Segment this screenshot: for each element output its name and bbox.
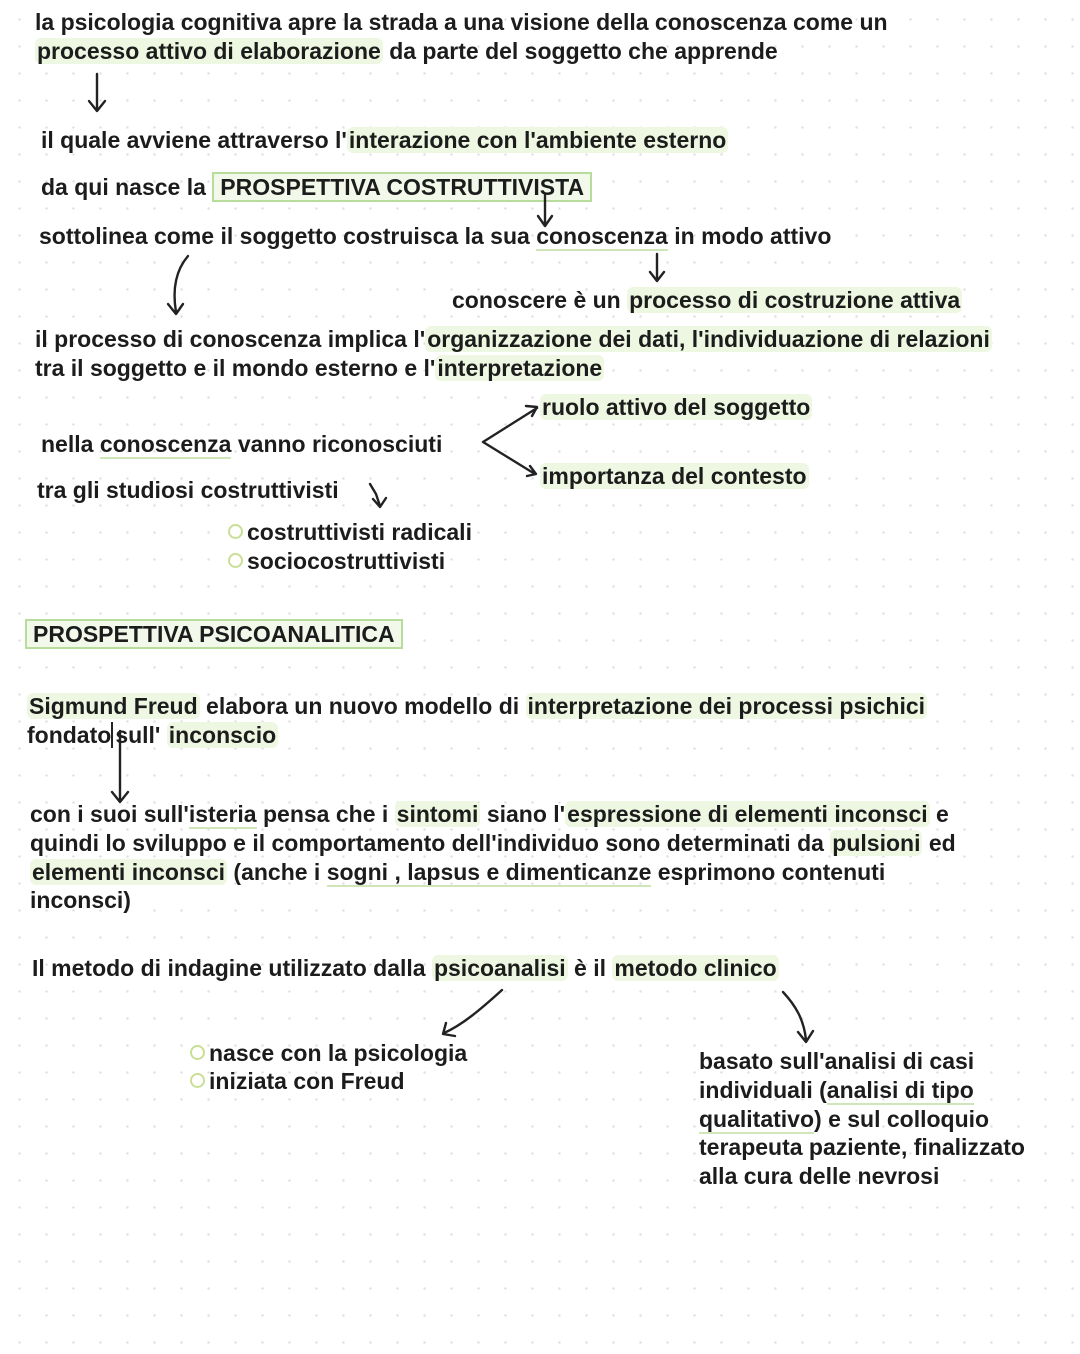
text-line: alla cura delle nevrosi bbox=[699, 1163, 940, 1189]
text-line: con i suoi sull'isteria pensa che i sintomi siano l'espressione di elementi inconsci e bbox=[30, 801, 949, 827]
text-line: ruolo attivo del soggetto bbox=[542, 394, 811, 420]
bullet-icon bbox=[190, 1073, 205, 1088]
list-item: costruttivisti radicali bbox=[228, 518, 472, 547]
text-line: il quale avviene attraverso l'interazione con l'ambiente esterno bbox=[41, 127, 727, 153]
text-line: individuali (analisi di tipo bbox=[699, 1077, 974, 1103]
text-line: basato sull'analisi di casi bbox=[699, 1048, 975, 1074]
arrow-down-left-icon bbox=[443, 990, 502, 1036]
arrow-down-icon bbox=[370, 484, 386, 507]
text-line: conoscere è un processo di costruzione attiva bbox=[452, 287, 961, 313]
text-line: fondato sull' inconscio bbox=[27, 722, 277, 748]
text-line: il processo di conoscenza implica l'organizzazione dei dati, l'individuazione di relazioni bbox=[35, 326, 990, 352]
section-heading: PROSPETTIVA PSICOANALITICA bbox=[25, 620, 403, 649]
arrow-down-icon bbox=[89, 74, 105, 111]
list-item: nasce con la psicologia bbox=[190, 1039, 467, 1068]
bullet-icon bbox=[228, 524, 243, 539]
text-line: qualitativo) e sul colloquio bbox=[699, 1106, 990, 1132]
text-line: terapeuta paziente, finalizzato bbox=[699, 1134, 1025, 1160]
arrow-down-icon bbox=[650, 254, 664, 281]
text-line: nella conoscenza vanno riconosciuti bbox=[41, 431, 443, 457]
text-line: inconsci) bbox=[30, 887, 131, 913]
bullet-icon bbox=[228, 553, 243, 568]
text-line: importanza del contesto bbox=[542, 463, 807, 489]
text-line: tra il soggetto e il mondo esterno e l'interpretazione bbox=[35, 355, 603, 381]
text-line: Sigmund Freud elabora un nuovo modello di interpretazione dei processi psichici bbox=[29, 693, 926, 719]
bracket-arrow-icon bbox=[483, 406, 537, 476]
arrow-down-icon bbox=[783, 992, 813, 1042]
text-line: da qui nasce la PROSPETTIVA COSTRUTTIVISTA bbox=[41, 173, 592, 202]
list-item: iniziata con Freud bbox=[190, 1067, 405, 1096]
constructivism-box: PROSPETTIVA COSTRUTTIVISTA bbox=[212, 172, 592, 202]
text-line: Il metodo di indagine utilizzato dalla psicoanalisi è il metodo clinico bbox=[32, 955, 777, 981]
list-item: sociocostruttivisti bbox=[228, 547, 445, 576]
text-line: elementi inconsci (anche i sogni , lapsus e dimenticanze esprimono contenuti bbox=[32, 859, 886, 885]
text-line: la psicologia cognitiva apre la strada a una visione della conoscenza come un bbox=[35, 9, 888, 35]
text-line: sottolinea come il soggetto costruisca la sua conoscenza in modo attivo bbox=[39, 223, 832, 249]
text-line: quindi lo sviluppo e il comportamento dell'individuo sono determinati da pulsioni ed bbox=[30, 830, 956, 856]
arrow-down-icon bbox=[168, 256, 188, 314]
text-line: tra gli studiosi costruttivisti bbox=[37, 477, 339, 503]
text-line: processo attivo di elaborazione da parte del soggetto che apprende bbox=[37, 38, 778, 64]
bullet-icon bbox=[190, 1045, 205, 1060]
